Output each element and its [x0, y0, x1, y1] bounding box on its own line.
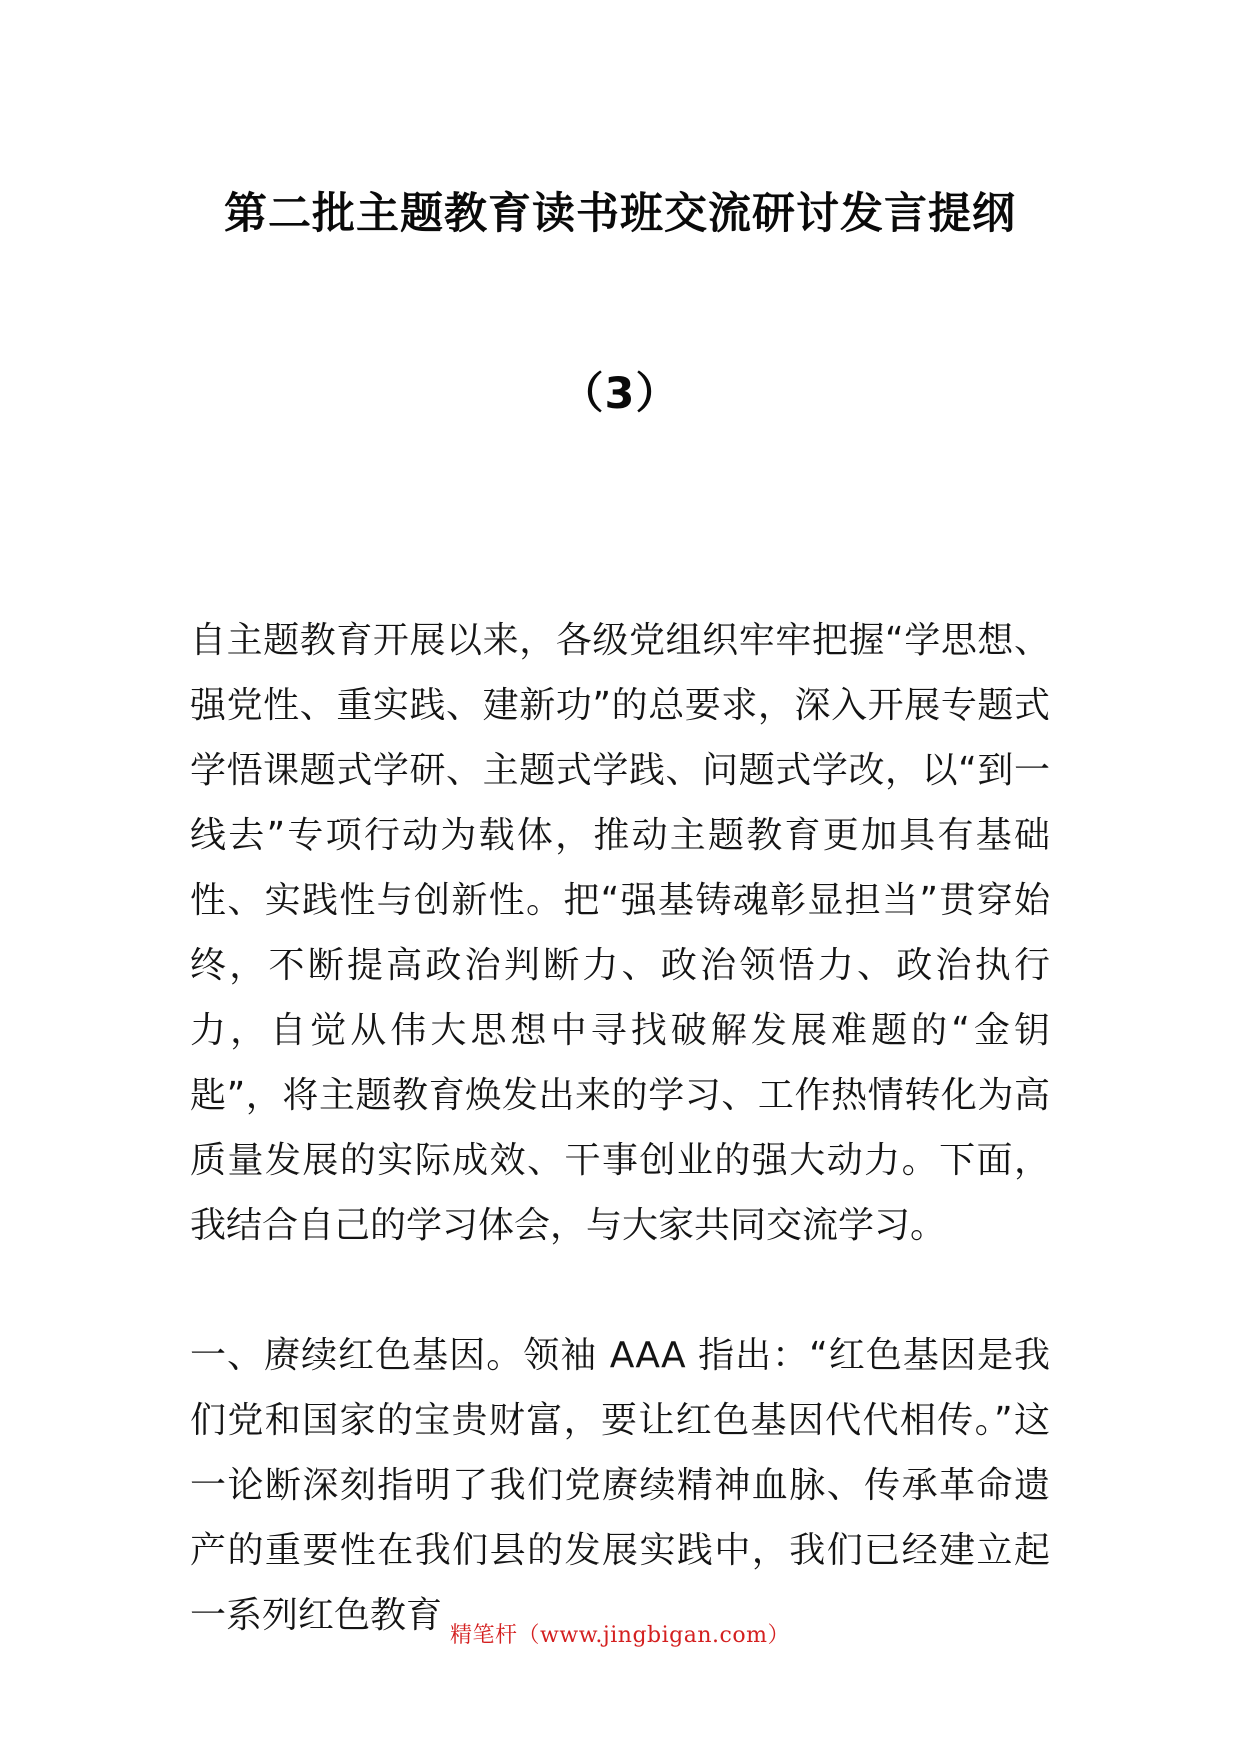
footer-watermark: 精笔杆（www.jingbigan.com）: [450, 1623, 790, 1648]
section-one-paragraph: 一、赓续红色基因。领袖 AAA 指出：“红色基因是我们党和国家的宝贵财富，要让红色基因代代相传。”这一论断深刻指明了我们党赓续精神血脉、传承革命遗产的重要性在我们县的发展实践中，我们已经建立起一系列红色教育: [190, 1335, 1050, 1636]
document-title: 第二批主题教育读书班交流研讨发言提纲: [224, 189, 1016, 239]
document-subtitle: （3）: [560, 369, 680, 419]
intro-paragraph: 自主题教育开展以来，各级党组织牢牢把握“学思想、强党性、重实践、建新功”的总要求，深入开展专题式学悟课题式学研、主题式学践、问题式学改，以“到一线去”专项行动为载体，推动主题教育更加具有基础性、实践性与创新性。把“强基铸魂彰显担当”贯穿始终，不断提高政治判断力、政治领悟力、政治执行力，自觉从伟大思想中寻找破解发展难题的“金钥匙”，将主题教育焕发出来的学习、工作热情转化为高质量发展的实际成效、干事创业的强大动力。下面，我结合自己的学习体会，与大家共同交流学习。: [190, 620, 1050, 1246]
